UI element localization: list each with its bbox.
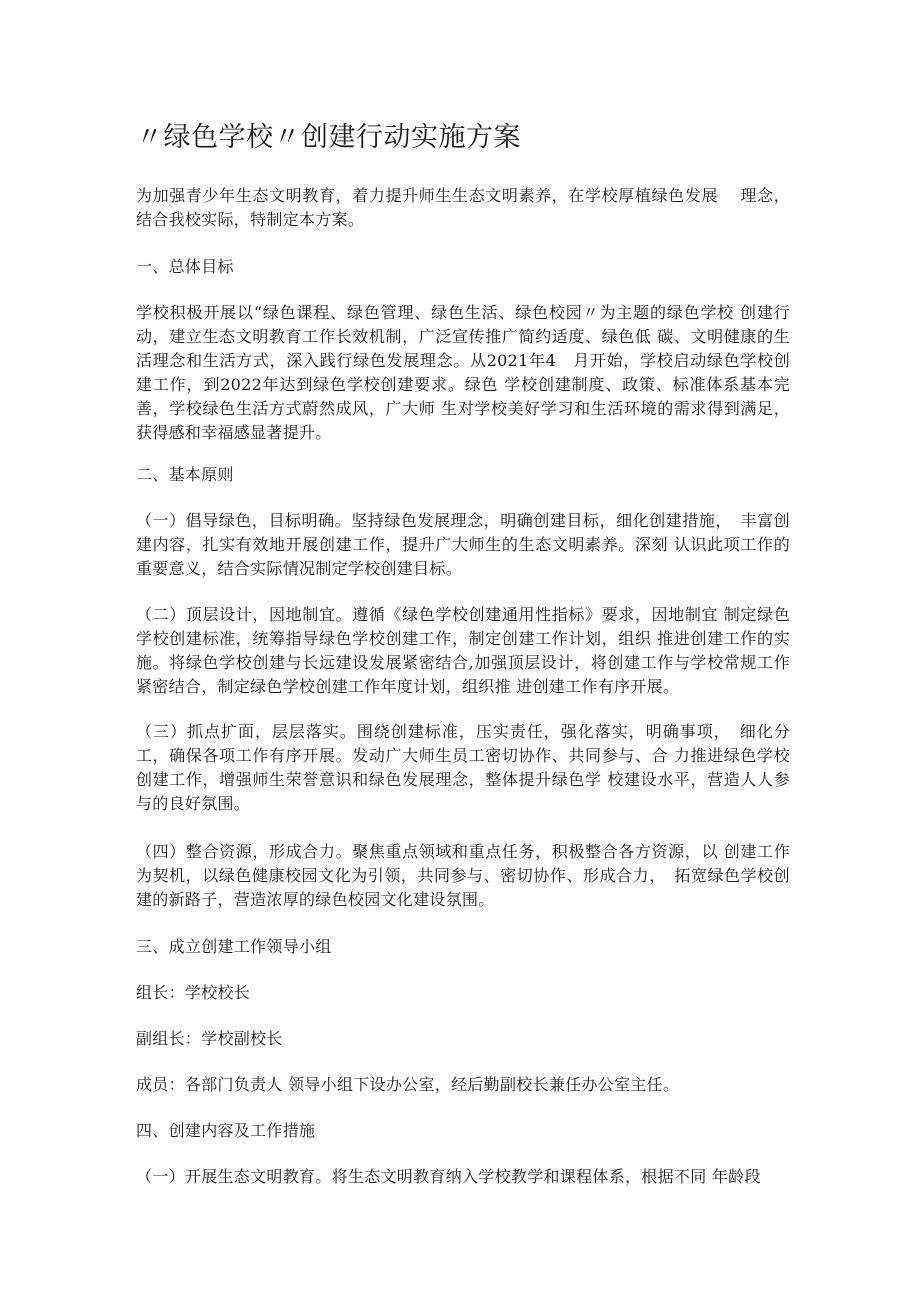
principle-paragraph-1: （一）倡导绿色，目标明确。坚持绿色发展理念，明确创建目标，细化创建措施， 丰富创建内容，扎实有效地开展创建工作，提升广大师生的生态文明素养。深刻 认识此项工作的重要意义，结合实际情况制定学校创建目标。	[136, 511, 790, 578]
members-line: 成员：各部门负责人 领导小组下设办公室，经后勤副校长兼任办公室主任。	[136, 1075, 680, 1094]
principle-paragraph-2: （二）顶层设计，因地制宜。遵循《绿色学校创建通用性指标》要求，因地制宜 制定绿色学校创建标准，统筹指导绿色学校创建工作，制定创建工作计划，组织 推进创建工作的实施。将绿色学校创建与长远建设发展紧密结合,加强顶层设计，将创建工作与学校常规工作紧密结合，制定绿色学校创建工作年度计划，组织推 进创建工作有序开展。	[136, 605, 790, 696]
section-heading-measures: 四、创建内容及工作措施	[136, 1121, 316, 1140]
section-heading-leadership: 三、成立创建工作领导小组	[136, 937, 332, 956]
intro-paragraph: 为加强青少年生态文明教育，着力提升师生生态文明素养，在学校厚植绿色发展 理念，结合我校实际，特制定本方案。	[136, 186, 790, 229]
document-title: 〃绿色学校〃创建行动实施方案	[136, 122, 521, 153]
principle-paragraph-4: （四）整合资源，形成合力。聚焦重点领域和重点任务，积极整合各方资源，以 创建工作为契机，以绿色健康校园文化为引领，共同参与、密切协作、形成合力， 拓宽绿色学校创建的新路子，营造浓厚的绿色校园文化建设氛围。	[136, 842, 790, 909]
section-heading-principles: 二、基本原则	[136, 465, 234, 484]
goals-paragraph: 学校积极开展以“绿色课程、绿色管理、绿色生活、绿色校园〃为主题的绿色学校 创建行动，建立生态文明教育工作长效机制，广泛宣传推广简约适度、绿色低 碳、文明健康的生活理念和生活方式，深入践行绿色发展理念。从2021年4 月开始，学校启动绿色学校创建工作，到2022年达到绿色学校创建要求。绿色 学校创建制度、政策、标准体系基本完善，学校绿色生活方式蔚然成风，广大师 生对学校美好学习和生活环境的需求得到满足，获得感和幸福感显著提升。	[136, 303, 790, 442]
section-heading-goals: 一、总体目标	[136, 257, 234, 276]
deputy-leader-line: 副组长：学校副校长	[136, 1029, 283, 1048]
principle-paragraph-3: （三）抓点扩面，层层落实。围绕创建标准，压实责任，强化落实，明确事项， 细化分工，确保各项工作有序开展。发动广大师生员工密切协作、共同参与、合 力推进绿色学校创建工作，增强师生荣誉意识和绿色发展理念，整体提升绿色学 校建设水平，营造人人参与的良好氛围。	[136, 722, 790, 813]
measures-paragraph-1: （一）开展生态文明教育。将生态文明教育纳入学校教学和课程体系，根据不同 年龄段	[136, 1167, 761, 1186]
leader-line: 组长：学校校长	[136, 983, 251, 1002]
